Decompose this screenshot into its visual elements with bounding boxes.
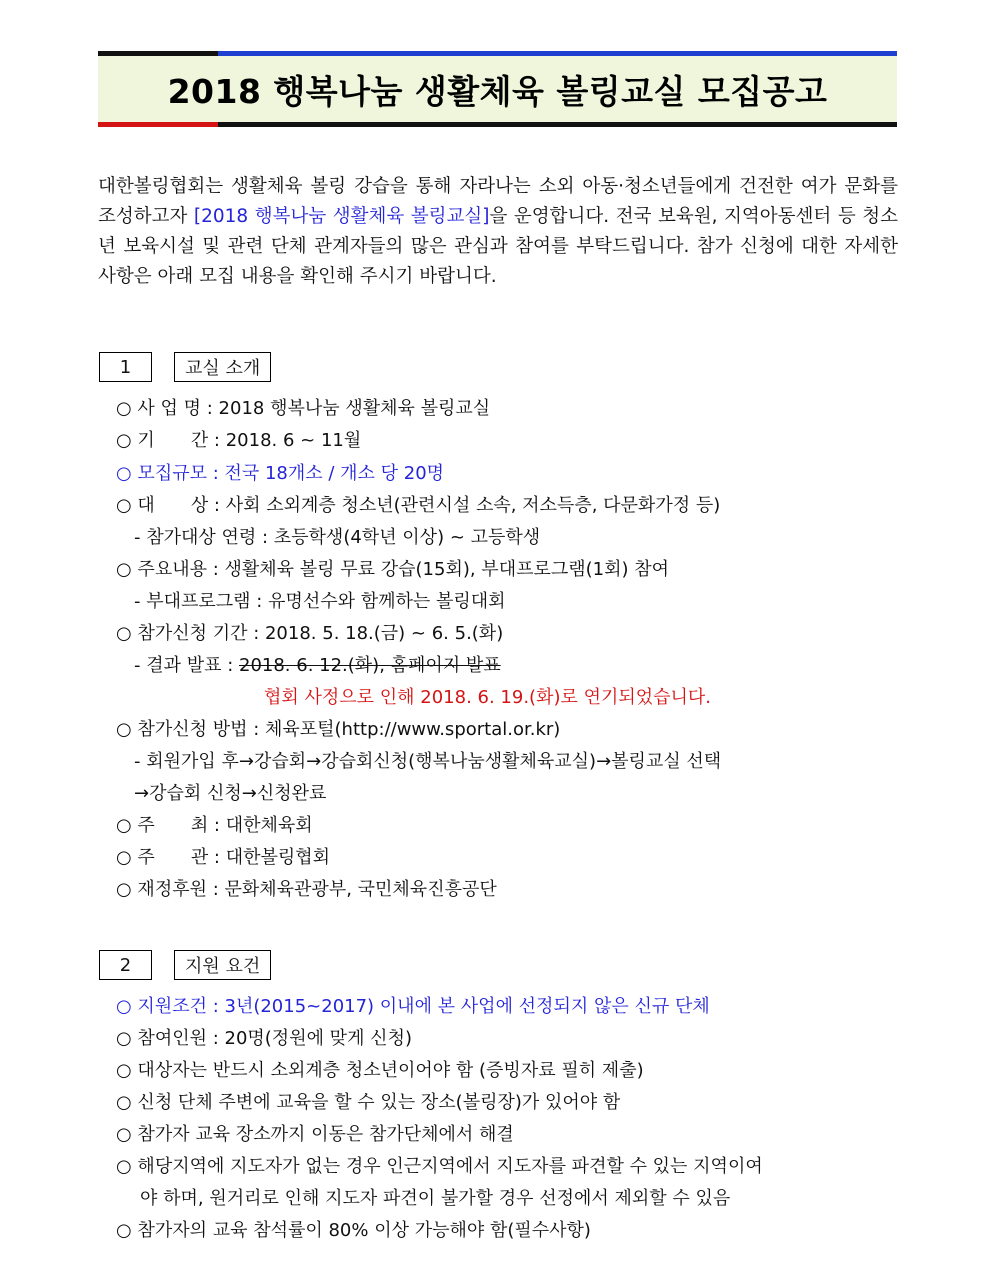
s1-line-content: ○ 주요내용 : 생활체육 볼링 무료 강습(15회), 부대프로그램(1회) 참여 [116,559,670,580]
s2-line-participants: ○ 참여인원 : 20명(정원에 맞게 신청) [116,1028,412,1049]
title-banner [98,51,897,127]
intro-highlight: [2018 행복나눔 생활체육 볼링교실] [193,206,490,227]
s2-line-condition: ○ 지원조건 : 3년(2015~2017) 이내에 본 사업에 선정되지 않은 신규 단체 [116,996,710,1017]
section-2-number: 2 [99,950,152,980]
s1-line-business-name: ○ 사 업 명 : 2018 행복나눔 생활체육 볼링교실 [116,398,491,419]
s2-line-instructor-1: ○ 해당지역에 지도자가 없는 경우 인근지역에서 지도자를 파견할 수 있는 지역이여 [116,1156,763,1177]
s1-line-postponed: 협회 사정으로 인해 2018. 6. 19.(화)로 연기되었습니다. [264,687,712,708]
s2-line-venue: ○ 신청 단체 주변에 교육을 할 수 있는 장소(볼링장)가 있어야 함 [116,1092,621,1113]
s1-line-period: ○ 기 간 : 2018. 6 ~ 11월 [116,430,362,451]
intro-text-2: 을 운영합니다. 전국 보육원, 지역아동센터 등 청소년 보육시설 및 관련 단체 관계자들의 많은 관심과 참여를 부탁드립니다. 참가 신청에 대한 자세한 사항은 아래 모집 내용을 확인해 주시기 바랍니다. [98,206,898,287]
section-1-title: 교실 소개 [174,352,271,382]
section-1-number: 1 [99,352,152,382]
s1-line-subprogram: - 부대프로그램 : 유명선수와 함께하는 볼링대회 [134,591,506,612]
s1-line-sponsor: ○ 재정후원 : 문화체육관광부, 국민체육진흥공단 [116,879,497,900]
intro-paragraph [98,172,898,292]
s1-line-host: ○ 주 최 : 대한체육회 [116,815,313,836]
s2-line-attendance: ○ 참가자의 교육 참석률이 80% 이상 가능해야 함(필수사항) [116,1220,591,1241]
page-title: 2018 행복나눔 생활체육 볼링교실 모집공고 [167,71,828,111]
s1-line-apply-method: ○ 참가신청 방법 : 체육포털(http://www.sportal.or.kr) [116,719,561,740]
s2-line-transport: ○ 참가자 교육 장소까지 이동은 참가단체에서 해결 [116,1124,514,1145]
s1-line-age: - 참가대상 연령 : 초등학생(4학년 이상) ~ 고등학생 [134,527,541,548]
intro-text-1: 대한볼링협회는 생활체육 볼링 강습을 통해 자라나는 소외 아동·청소년들에게 건전한 여가 문화를 조성하고자 [98,176,898,227]
title-bottom-bar [98,122,897,127]
s1-line-steps-1: - 회원가입 후→강습회→강습회신청(행복나눔생활체육교실)→볼링교실 선택 [134,751,722,772]
s1-line-scale: ○ 모집규모 : 전국 18개소 / 개소 당 20명 [116,463,445,484]
s1-line-organizer: ○ 주 관 : 대한볼링협회 [116,847,331,868]
s2-line-instructor-2: 야 하며, 원거리로 인해 지도자 파견이 불가할 경우 선정에서 제외할 수 있음 [140,1188,731,1209]
s1-line-target: ○ 대 상 : 사회 소외계층 청소년(관련시설 소속, 저소득층, 다문화가정 등) [116,495,721,516]
result-old-date: 2018. 6. 12.(화), 홈페이지 발표 [239,655,501,676]
section-2-title: 지원 요건 [174,950,271,980]
s1-line-apply-period: ○ 참가신청 기간 : 2018. 5. 18.(금) ~ 6. 5.(화) [116,623,504,644]
title-box [98,56,897,122]
s1-line-steps-2: →강습회 신청→신청완료 [134,783,327,804]
s1-line-result [134,654,501,678]
result-label: - 결과 발표 : [134,655,239,676]
s2-line-eligibility: ○ 대상자는 반드시 소외계층 청소년이어야 함 (증빙자료 필히 제출) [116,1060,644,1081]
